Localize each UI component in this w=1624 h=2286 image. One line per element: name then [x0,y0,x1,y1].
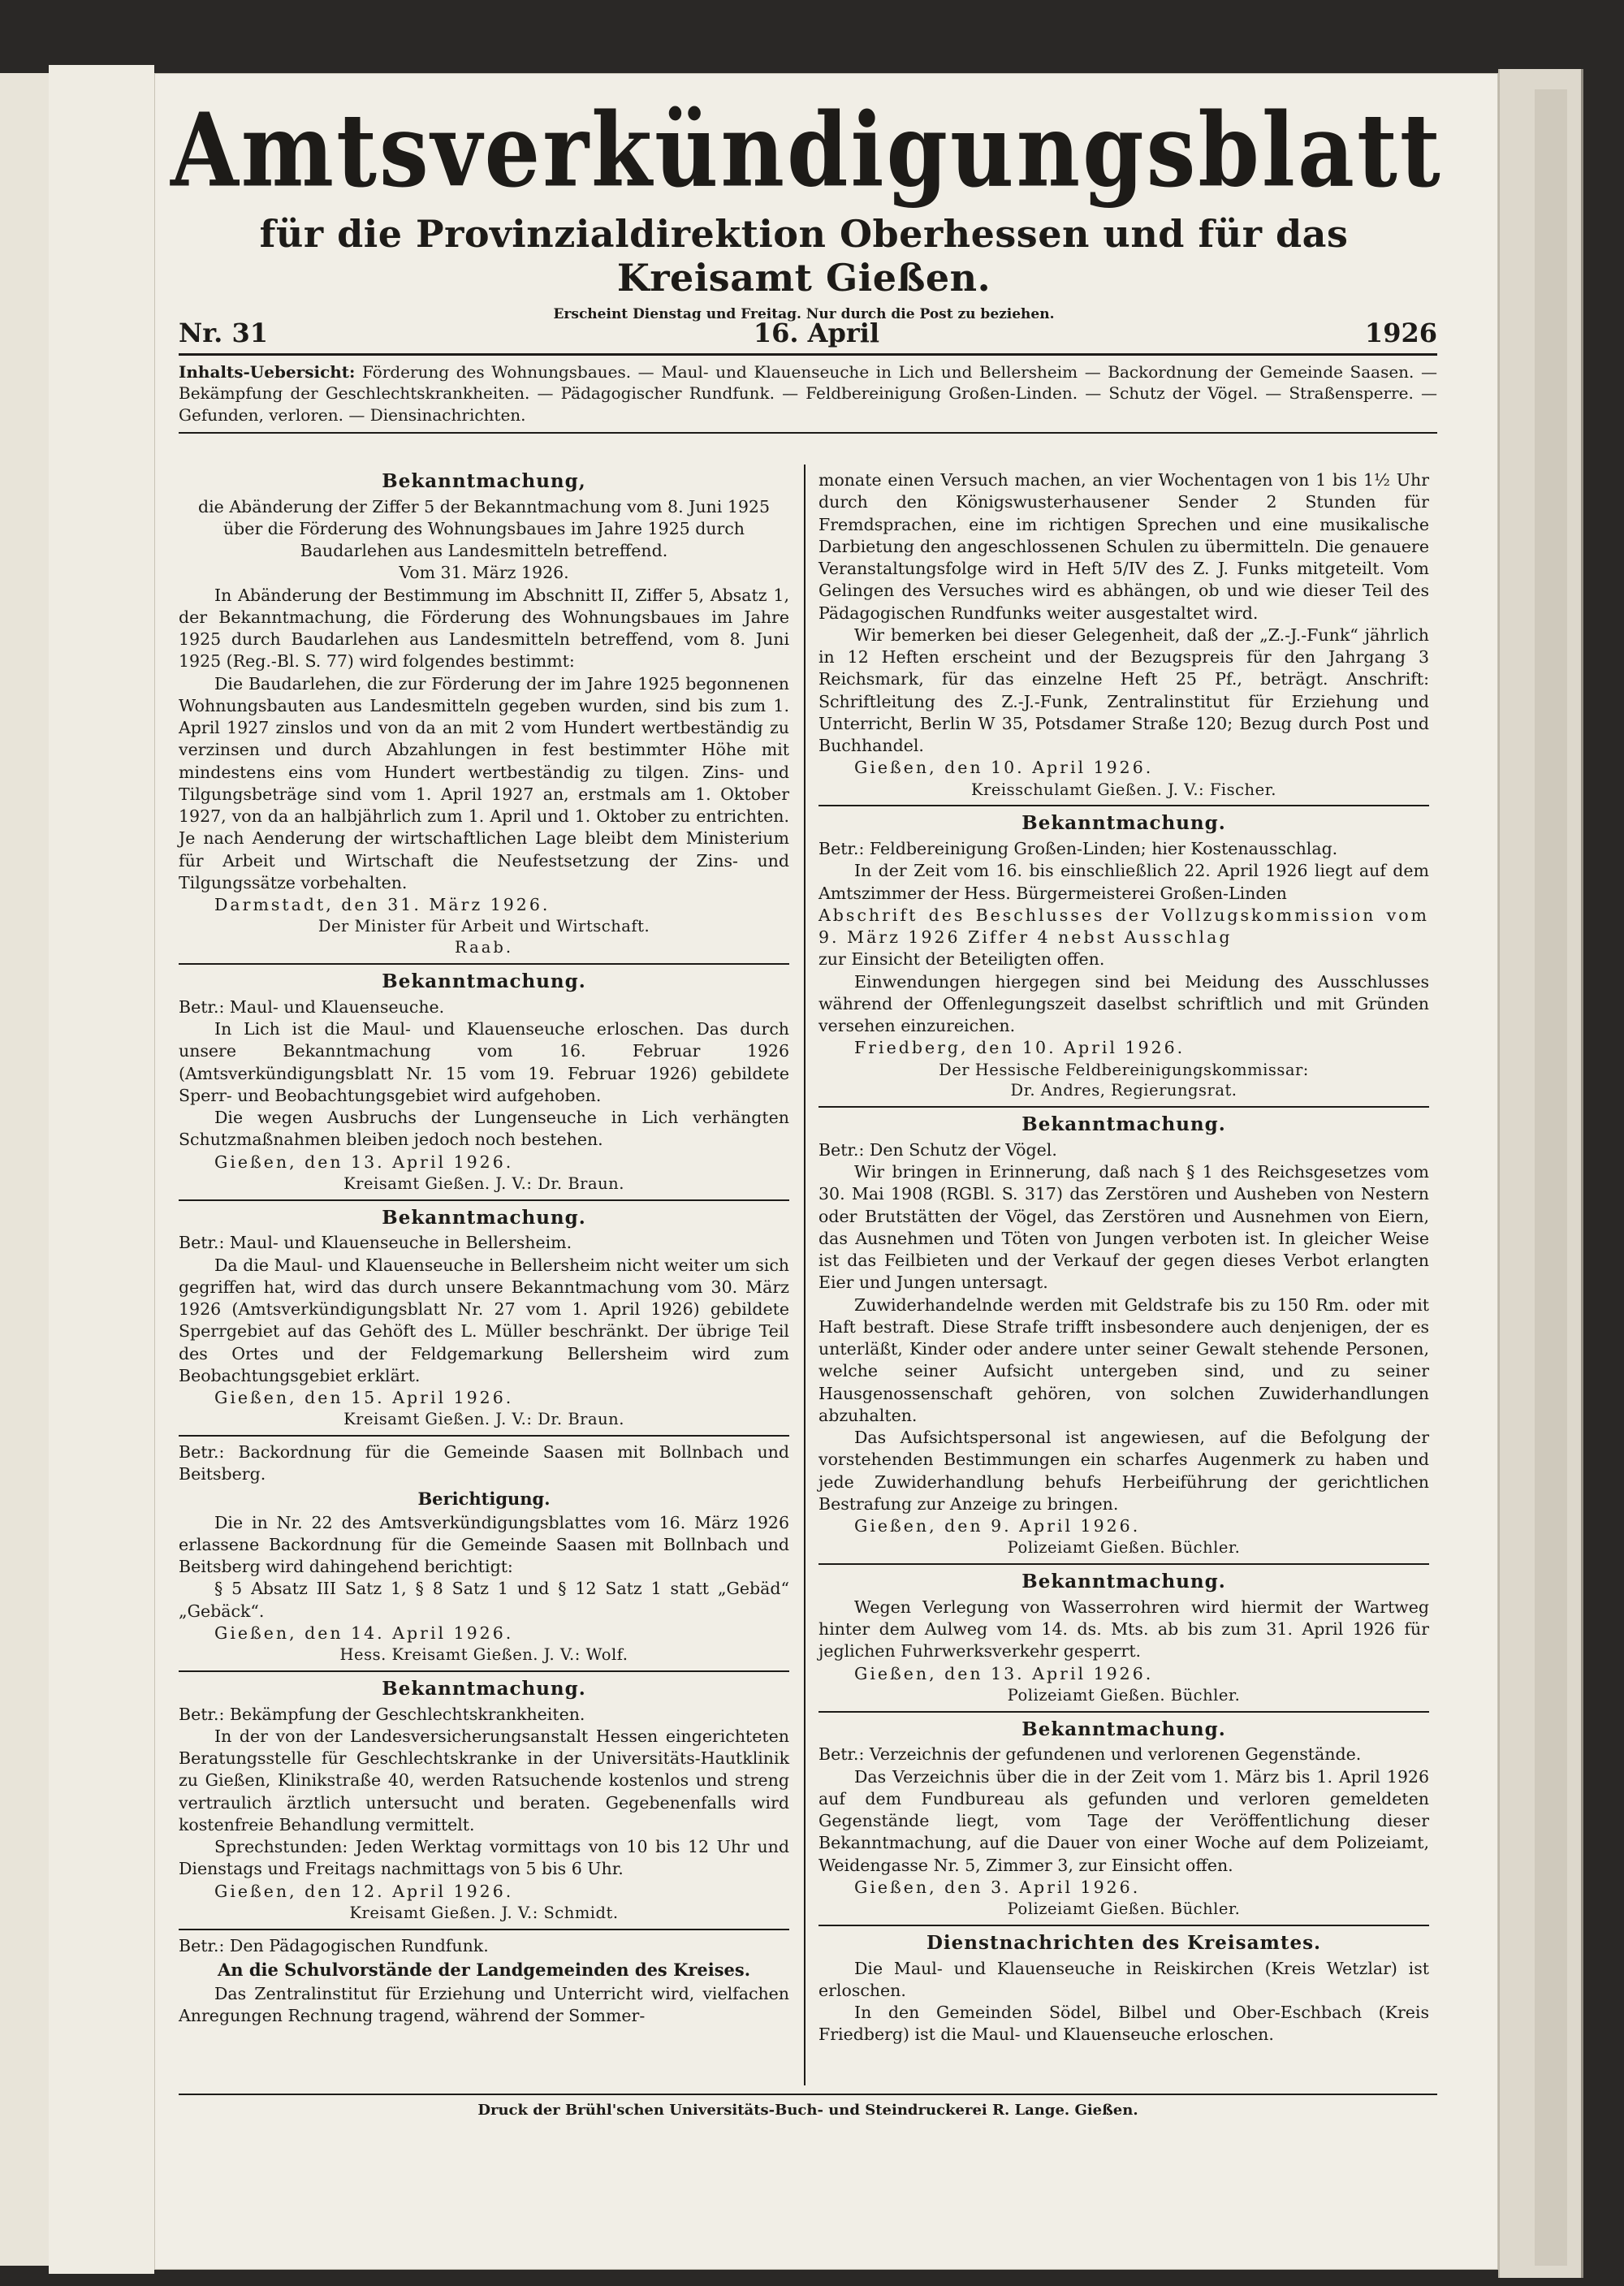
notice-signature: Kreisschulamt Gießen. J. V.: Fischer. [971,780,1276,799]
masthead-subtitle: für die Provinzialdirektion Oberhessen und für das Kreisamt Gießen. [259,212,1349,300]
notice-title: Bekanntmachung. [382,970,586,993]
notice-intro: die Abänderung der Ziffer 5 der Bekanntmachung vom 8. Juni 1925 über die Förderung des Wohnungsbaues im Jahre 1925 durch Baudarlehen aus Landesmitteln betreffend. [198,496,770,561]
notice-subject: Betr.: Feldbereinigung Großen-Linden; hier Kostenausschlag. [818,839,1338,858]
notice-signature: Dr. Andres, Regierungsrat. [1010,1081,1237,1100]
notice-paragraph: Abschrift des Beschlusses der Vollzugskommission vom 9. März 1926 Ziffer 4 nebst Ausschlag [818,905,1429,947]
printer-imprint: Druck der Brühl'schen Universitäts-Buch- und Steindruckerei R. Lange. Gießen. [179,2094,1437,2119]
notice-road-closure [818,1565,1429,1713]
notice-place-date: Gießen, den 13. April 1926. [854,1663,1154,1683]
notice-paragraph: Zuwiderhandelnde werden mit Geldstrafe bis zu 150 Rm. oder mit Haft bestraft. Diese Strafe trifft insbesondere auch denjenigen, der es unterläßt, Kinder oder andere unter seiner Gewalt stehende Personen, welche seiner Aufsicht untergeben sind, und zu seiner Hausgenossenschaft gehören, von solchen Zuwiderhandlungen abzuhalten. [818,1294,1429,1425]
notice-paragraph: Das Zentralinstitut für Erziehung und Unterricht wird, vielfachen Anregungen Rechnung tragend, während der Sommer- [179,1983,789,2026]
notice-subject: Betr.: Den Pädagogischen Rundfunk. [179,1935,489,1955]
notice-paragraph: Die in Nr. 22 des Amtsverkündigungsblattes vom 16. März 1926 erlassene Backordnung für die Gemeinde Saasen mit Bollnbach und Beitsberg wird dahingehend berichtigt: [179,1512,789,1577]
notice-place-date: Gießen, den 12. April 1926. [214,1881,514,1901]
page-stack-inner [1535,89,1567,2266]
notice-bird-protection [818,1108,1429,1565]
notice-subject: Betr.: Bekämpfung der Geschlechtskrankheiten. [179,1704,585,1724]
notice-signature: Kreisamt Gießen. J. V.: Dr. Braun. [343,1410,624,1429]
notice-paragraph: Wegen Verlegung von Wasserrohren wird hiermit der Wartweg hinter dem Aulweg vom 14. ds. Mts. ab bis zum 31. April 1926 für jeglichen Fuhrwerksverkehr gesperrt. [818,1597,1429,1662]
notice-radio [179,1930,789,2033]
notice-paragraph: Das Verzeichnis über die in der Zeit vom 1. März bis 1. April 1926 auf dem Fundbureau als gefunden und verloren gemeldeten Gegenstände liegt, vom Tage der Veröffentlichung dieser Bekanntmachung, auf die Dauer von einer Woche auf dem Polizeiamt, Weidengasse Nr. 5, Zimmer 3, zur Einsicht offen. [818,1766,1429,1875]
notice-place-date: Gießen, den 3. April 1926. [854,1877,1141,1897]
notice-lost-found [818,1713,1429,1926]
toc-label: Inhalts-Uebersicht: [179,362,356,382]
issue-date: 16. April [753,318,880,348]
notice-paragraph: Wir bemerken bei dieser Gelegenheit, daß der „Z.-J.-Funk“ jährlich in 12 Heften erscheint und der Bezugspreis für den Jahrgang 3 Reichsmark, für das einzelne Heft 25 Pf., beträgt. Anschrift: Schriftleitung des Z.-J.-Funk, Zentralinstitut für Erziehung und Unterricht, Berlin W 35, Potsdamer Straße 120; Bezug durch Post und Buchhandel. [818,624,1429,755]
notice-paragraph: In der Zeit vom 16. bis einschließlich 22. April 1926 liegt auf dem Amtszimmer der Hess. Bürgermeisterei Großen-Linden [818,861,1429,903]
notice-title: Berichtigung. [417,1488,551,1509]
notice-title: Dienstnachrichten des Kreisamtes. [926,1932,1322,1955]
notice-title: Bekanntmachung. [1021,1571,1226,1593]
notice-place-date: Gießen, den 9. April 1926. [854,1516,1141,1536]
notice-subject: Betr.: Maul- und Klauenseuche in Bellersheim. [179,1233,572,1253]
notice-paragraph: monate einen Versuch machen, an vier Wochentagen von 1 bis 1½ Uhr durch den Königswusterhausener Sender 2 Stunden für Fremdsprachen, eine im richtigen Sprechen und eine musikalische Darbietung den angeschlossenen Schulen zu übermitteln. Die genauere Veranstaltungsfolge wird in Heft 5/IV des Z. J. Funks mitgeteilt. Vom Gelingen des Versuches wird es abhängen, ob und wie dieser Teil des Pädagogischen Rundfunks weiter ausgestaltet wird. [818,470,1429,623]
notice-place-date: Gießen, den 15. April 1926. [214,1388,514,1407]
notice-paragraph: Die Baudarlehen, die zur Förderung der im Jahre 1925 begonnenen Wohnungsbauten aus Landesmitteln gegeben wurden, sind bis zum 1. April 1927 zinslos und von da an mit 2 vom Hundert wertbeständig zu verzinsen und durch Abzahlungen in fest bestimmter Höhe mit mindestens eins vom Hundert wertbeständig zu tilgen. Zins- und Tilgungsbeträge sind vom 1. April 1927 an, erstmals am 1. Oktober 1927, von da an halbjährlich zum 1. April und 1. Oktober zu entrichten. Je nach Aenderung der wirtschaftlichen Lage bleibt dem Ministerium für Arbeit und Wirtschaft die Neufestsetzung der Zins- und Tilgungssätze vorbehalten. [179,673,789,892]
notice-date: Vom 31. März 1926. [399,563,569,583]
notice-subject: Betr.: Den Schutz der Vögel. [818,1139,1057,1160]
notice-subject: Betr.: Maul- und Klauenseuche. [179,996,445,1017]
notice-signature: Polizeiamt Gießen. Büchler. [1007,1538,1241,1558]
notice-paragraph: § 5 Absatz III Satz 1, § 8 Satz 1 und § 12 Satz 1 statt „Gebäd“ „Gebäck“. [179,1579,789,1621]
notice-foot-mouth-lich [179,965,789,1201]
notice-paragraph: Das Aufsichtspersonal ist angewiesen, auf die Befolgung der vorstehenden Bestimmungen ein scharfes Augenmerk zu haben und jede Zuwiderhandlung behufs Herbeiführung der gerichtlichen Bestrafung zur Anzeige zu bringen. [818,1428,1429,1514]
notice-place-date: Gießen, den 13. April 1926. [214,1152,514,1172]
notice-paragraph: In den Gemeinden Södel, Bilbel und Ober-Eschbach (Kreis Friedberg) ist die Maul- und Klauenseuche erloschen. [818,2003,1429,2045]
notice-title: Bekanntmachung. [1021,812,1226,835]
issue-number: Nr. 31 [179,318,268,348]
notice-place-date: Gießen, den 14. April 1926. [214,1623,514,1643]
notice-signature: Polizeiamt Gießen. Büchler. [1007,1685,1241,1705]
notice-title: Bekanntmachung. [1021,1113,1226,1136]
masthead [171,92,1443,323]
notice-subject: Betr.: Verzeichnis der gefundenen und verlorenen Gegenstände. [818,1744,1362,1765]
notice-paragraph: In Lich ist die Maul- und Klauenseuche erloschen. Das durch unsere Bekanntmachung vom 16. Februar 1926 (Amtsverkündigungsblatt Nr. 15 vom 19. Februar 1926) gebildete Sperr- und Beobachtungsgebiet wird aufgehoben. [179,1019,789,1105]
notice-place-date: Gießen, den 10. April 1926. [854,758,1154,778]
notice-paragraph: Die Maul- und Klauenseuche in Reiskirchen (Kreis Wetzlar) ist erloschen. [818,1958,1429,2000]
notice-heading: An die Schulvorstände der Landgemeinden des Kreises. [217,1960,751,1981]
notice-signature: Raab. [454,938,514,957]
notice-land-consolidation [818,806,1429,1108]
notice-service-news [818,1926,1429,2051]
notice-radio-continued [818,465,1429,806]
column-divider [804,465,806,2085]
notice-paragraph: Einwendungen hiergegen sind bei Meidung des Ausschlusses während der Offenlegungszeit daselbst schriftlich und mit Gründen versehen einzureichen. [818,971,1429,1035]
toc-text: Förderung des Wohnungsbaues. — Maul- und Klauenseuche in Lich und Bellersheim — Backordnung der Gemeinde Saasen. — Bekämpfung der Geschlechtskrankheiten. — Pädagogischer Rundfunk. — Feldbereinigung Großen-Linden. — Schutz der Vögel. — Straßensperre. — Gefunden, verloren. — Diensinachrichten. [179,362,1437,425]
notice-signature: Hess. Kreisamt Gießen. J. V.: Wolf. [339,1645,628,1665]
left-page-margin [49,65,154,2274]
table-of-contents [179,361,1437,434]
notice-foot-mouth-bellersheim [179,1201,789,1437]
notice-place-date: Friedberg, den 10. April 1926. [854,1038,1186,1058]
notice-signature: Der Hessische Feldbereinigungskommissar: [939,1060,1309,1079]
notice-title: Bekanntmachung, [382,470,586,492]
notice-paragraph: In der von der Landesversicherungsanstalt Hessen eingerichteten Beratungsstelle für Geschlechtskranke in der Universitäts-Hautklinik zu Gießen, Klinikstraße 40, werden Ratsuchende kostenlos und streng vertraulich ärztlich untersucht und beraten. Gegebenenfalls wird kostenfreie Behandlung vermittelt. [179,1726,789,1834]
notice-paragraph: Wir bringen in Erinnerung, daß nach § 1 des Reichsgesetzes vom 30. Mai 1908 (RGBl. S. 317) das Zerstören und Ausheben von Nestern oder Brutstätten der Vögel, das Zerstören und Ausnehmen von Eiern, das Ausnehmen und Töten von Jungen verboten ist. In gleicher Weise ist das Feilbieten und der Verkauf der gegen dieses Verbot erlangten Eier und Jungen untersagt. [818,1162,1429,1293]
issue-bar [179,313,1437,356]
notice-signature: Der Minister für Arbeit und Wirtschaft. [317,917,650,936]
left-column [179,465,789,2032]
notice-housing-loans [179,465,789,965]
notice-correction-saasen [179,1437,789,1672]
issue-year: 1926 [1364,318,1437,348]
notice-paragraph: Da die Maul- und Klauenseuche in Bellersheim nicht weiter um sich gegriffen hat, wird das durch unsere Bekanntmachung vom 30. März 1926 (Amtsverkündigungsblatt Nr. 27 vom 1. April 1926) gebildete Sperrgebiet auf das Gehöft des L. Müller beschränkt. Der übrige Teil des Ortes und der Feldgemarkung Bellersheim wird zum Beobachtungsgebiet erklärt. [179,1255,789,1385]
notice-signature: Kreisamt Gießen. J. V.: Schmidt. [349,1903,619,1922]
notice-title: Bekanntmachung. [1021,1718,1226,1740]
masthead-title: Amtsverkündigungsblatt [171,92,1443,210]
right-column [818,465,1429,2051]
notice-title: Bekanntmachung. [382,1678,586,1700]
notice-signature: Kreisamt Gießen. J. V.: Dr. Braun. [343,1173,624,1193]
notice-paragraph: zur Einsicht der Beteiligten offen. [818,949,1105,970]
notice-paragraph: In Abänderung der Bestimmung im Abschnitt II, Ziffer 5, Absatz 1, der Bekanntmachung, die Förderung des Wohnungsbaues im Jahre 1925 durch Baudarlehen aus Landesmitteln betreffend, vom 8. Juni 1925 (Reg.-Bl. S. 77) wird folgendes bestimmt: [179,585,789,672]
left-page-edge [0,73,50,2266]
notice-subject: Betr.: Backordnung für die Gemeinde Saasen mit Bollnbach und Beitsberg. [179,1442,789,1484]
notice-signature: Polizeiamt Gießen. Büchler. [1007,1899,1241,1919]
notice-paragraph: Sprechstunden: Jeden Werktag vormittags von 10 bis 12 Uhr und Dienstags und Freitags nachmittags von 5 bis 6 Uhr. [179,1837,789,1879]
notice-title: Bekanntmachung. [382,1206,586,1229]
notice-venereal-disease [179,1672,789,1930]
masthead-note: Erscheint Dienstag und Freitag. Nur durch die Post zu beziehen. [553,306,1055,323]
notice-paragraph: Die wegen Ausbruchs der Lungenseuche in Lich verhängten Schutzmaßnahmen bleiben jedoch noch bestehen. [179,1108,789,1150]
notice-place-date: Darmstadt, den 31. März 1926. [214,895,551,915]
